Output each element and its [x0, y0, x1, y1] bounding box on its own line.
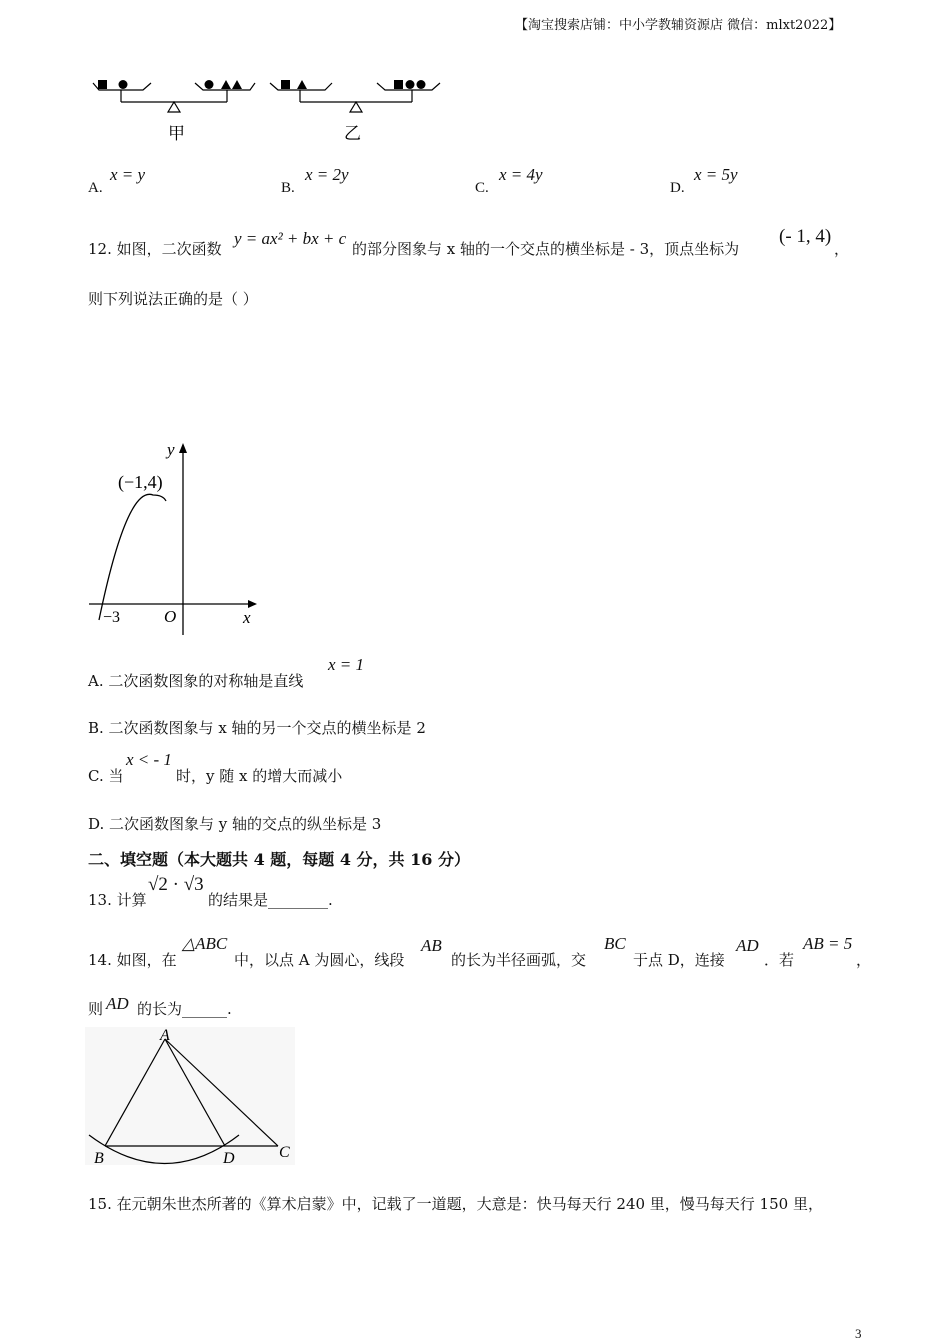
- balance-scale-left: [93, 80, 255, 143]
- q14-text-5: ，: [856, 951, 872, 969]
- triangle-shape: [297, 80, 307, 89]
- q15-text: 15. 在元朝朱世杰所著的《算术启蒙》中，记载了一道题，大意是：快马每天行 240 里，慢马每天行 150 里，: [88, 1195, 823, 1213]
- q12-mid: 的部分图象与 x 轴的一个交点的横坐标是 - 3，顶点坐标为: [352, 240, 740, 258]
- balance-scales-figure: [85, 72, 455, 147]
- triangle-figure: [85, 1027, 300, 1167]
- balance-right-label: 乙: [344, 124, 361, 143]
- q13-expression: √2 · √3: [148, 874, 204, 895]
- q14-text-3: 于点 D，连接: [633, 951, 725, 969]
- page-number: 3: [855, 1326, 862, 1341]
- root-label: −3: [103, 609, 121, 626]
- q12-suffix: ，: [834, 240, 850, 258]
- q12-option-c-math: x < - 1: [126, 750, 172, 769]
- point-c-label: C: [279, 1144, 290, 1161]
- q11-option-c-expr: x = 4y: [499, 165, 543, 184]
- q11-option-a-letter: A.: [88, 180, 103, 196]
- q12-option-c-suffix: 时，y 随 x 的增大而减小: [176, 767, 343, 785]
- y-axis-arrow: [179, 443, 187, 453]
- q12-option-a: A. 二次函数图象的对称轴是直线: [88, 672, 304, 690]
- q14-text-4: ．若: [764, 951, 795, 969]
- x-axis-arrow: [248, 600, 257, 608]
- balance-left-label: 甲: [168, 124, 185, 143]
- y-axis-label: y: [167, 440, 175, 459]
- circle-shape: [205, 80, 214, 89]
- parabola-curve: [99, 494, 166, 620]
- q11-option-a-expr: x = y: [110, 165, 146, 184]
- square-shape: [98, 80, 107, 89]
- point-a-label: A: [160, 1027, 170, 1044]
- q11-option-d-letter: D.: [670, 180, 685, 196]
- point-d-label: D: [223, 1150, 235, 1167]
- point-b-label: B: [94, 1150, 104, 1167]
- circle-shape: [406, 80, 415, 89]
- q14-text-2: 的长为半径画弧，交: [451, 951, 587, 969]
- q12-prefix: 12. 如图，二次函数: [88, 240, 222, 258]
- x-axis-label: x: [243, 608, 251, 627]
- q12-option-a-math: x = 1: [328, 655, 365, 674]
- circle-shape: [417, 80, 426, 89]
- q14-line2-ad: AD: [106, 994, 129, 1013]
- q14-ad: AD: [736, 936, 759, 955]
- q14-line2-prefix: 则: [88, 1000, 104, 1018]
- q14-bc: BC: [604, 934, 626, 953]
- vertex-label: (−1,4): [118, 472, 163, 492]
- square-shape: [394, 80, 403, 89]
- q12-option-b: B. 二次函数图象与 x 轴的另一个交点的横坐标是 2: [88, 719, 426, 737]
- section-heading: 二、填空题（本大题共 4 题，每题 4 分，共 16 分）: [88, 850, 470, 869]
- q13-suffix: 的结果是________.: [208, 891, 333, 909]
- balance-scale-right: [270, 80, 440, 143]
- q14-ab: AB: [421, 936, 442, 955]
- triangle-shape: [221, 80, 231, 89]
- q12-vertex: (- 1, 4): [779, 226, 832, 247]
- q11-option-c-letter: C.: [475, 180, 489, 196]
- q14-line2-suffix: 的长为______.: [137, 1000, 232, 1018]
- q11-option-b-expr: x = 2y: [305, 165, 349, 184]
- q14-condition: AB = 5: [803, 934, 853, 953]
- circle-shape: [119, 80, 128, 89]
- q14-text-1: 中，以点 A 为圆心，线段: [234, 951, 405, 969]
- q12-function: y = ax² + bx + c: [234, 229, 347, 248]
- q12-option-d: D. 二次函数图象与 y 轴的交点的纵坐标是 3: [88, 815, 382, 833]
- q13-prefix: 13. 计算: [88, 891, 147, 909]
- q11-option-b-letter: B.: [281, 180, 295, 196]
- parabola-graph: [85, 435, 265, 640]
- q14-triangle: △ABC: [182, 934, 228, 953]
- origin-label: O: [164, 607, 177, 626]
- q12-option-c-prefix: C. 当: [88, 767, 124, 785]
- q12-line2: 则下列说法正确的是（ ）: [88, 290, 258, 308]
- q14-prefix: 14. 如图，在: [88, 951, 177, 969]
- triangle-shape: [232, 80, 242, 89]
- page-header: 【淘宝搜索店铺：中小学教辅资源店 微信：mlxt2022】: [515, 18, 842, 33]
- q11-option-d-expr: x = 5y: [694, 165, 738, 184]
- square-shape: [281, 80, 290, 89]
